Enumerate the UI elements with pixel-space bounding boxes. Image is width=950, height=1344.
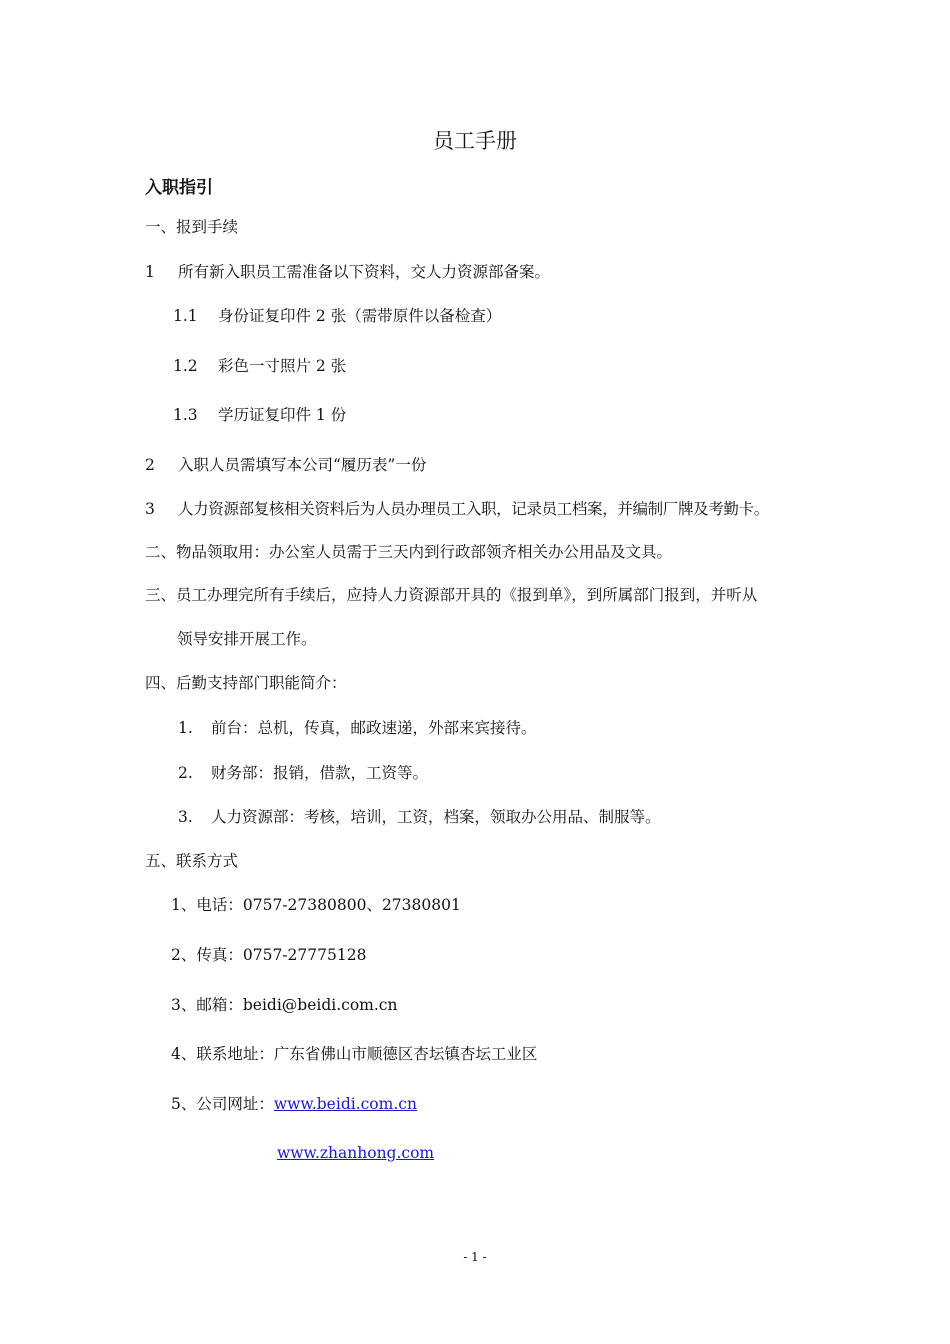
item-number: 3. — [178, 808, 193, 826]
item-text: 学历证复印件 1 份 — [218, 406, 347, 424]
report-paragraph-line2: 领导安排开展工作。 — [177, 630, 317, 648]
item-number: 1. — [178, 719, 193, 737]
contact-address: 4、联系地址：广东省佛山市顺德区杏坛镇杏坛工业区 — [171, 1045, 538, 1063]
item-text: 前台：总机，传真，邮政速递，外部来宾接待。 — [211, 719, 537, 737]
item-number: 2. — [178, 764, 193, 782]
item-text: 入职人员需填写本公司“履历表”一份 — [178, 456, 427, 474]
list-item — [145, 262, 550, 282]
contact-heading: 五、联系方式 — [145, 852, 239, 870]
list-item — [145, 499, 769, 519]
item-text: 彩色一寸照片 2 张 — [218, 357, 347, 375]
list-item — [145, 455, 426, 475]
contact-website-2 — [277, 1143, 434, 1163]
item-number: 1.1 — [173, 307, 198, 325]
item-text: 人力资源部：考核，培训，工资，档案，领取办公用品、制服等。 — [211, 808, 661, 826]
website-link-zhanhong[interactable]: www.zhanhong.com — [277, 1144, 435, 1162]
support-departments-heading: 四、后勤支持部门职能简介： — [145, 674, 347, 692]
report-procedure-heading: 一、报到手续 — [145, 218, 239, 236]
item-text: 人力资源部复核相关资料后为人员办理员工入职，记录员工档案，并编制厂牌及考勤卡。 — [178, 500, 769, 518]
item-text: 身份证复印件 2 张（需带原件以备检查） — [218, 307, 502, 325]
item-number: 3 — [145, 500, 155, 518]
contact-fax: 2、传真：0757-27775128 — [171, 946, 367, 964]
list-item — [178, 807, 661, 827]
website-link-beidi[interactable]: www.beidi.com.cn — [273, 1095, 417, 1113]
item-number: 2 — [145, 456, 155, 474]
item-number: 1 — [145, 263, 155, 281]
item-number: 1.2 — [173, 357, 198, 375]
list-item — [178, 763, 428, 783]
contact-website — [171, 1094, 417, 1114]
list-item — [178, 718, 537, 738]
item-text: 所有新入职员工需准备以下资料，交人力资源部备案。 — [178, 263, 551, 281]
contact-phone: 1、电话：0757-27380800、27380801 — [171, 896, 461, 914]
list-item — [173, 306, 501, 326]
page-number: - 1 - — [463, 1250, 487, 1264]
website-label: 5、公司网址： — [171, 1095, 274, 1113]
page-title: 员工手册 — [433, 129, 517, 153]
supplies-paragraph: 二、物品领取用：办公室人员需于三天内到行政部领齐相关办公用品及文具。 — [145, 543, 673, 561]
item-number: 1.3 — [173, 406, 198, 424]
list-item — [173, 405, 346, 425]
section-heading: 入职指引 — [145, 178, 213, 198]
list-item — [173, 356, 346, 376]
report-paragraph-line1: 三、员工办理完所有手续后，应持人力资源部开具的《报到单》，到所属部门报到，并听从 — [145, 586, 758, 604]
contact-email: 3、邮箱：beidi@beidi.com.cn — [171, 996, 398, 1014]
item-text: 财务部：报销，借款，工资等。 — [211, 764, 429, 782]
